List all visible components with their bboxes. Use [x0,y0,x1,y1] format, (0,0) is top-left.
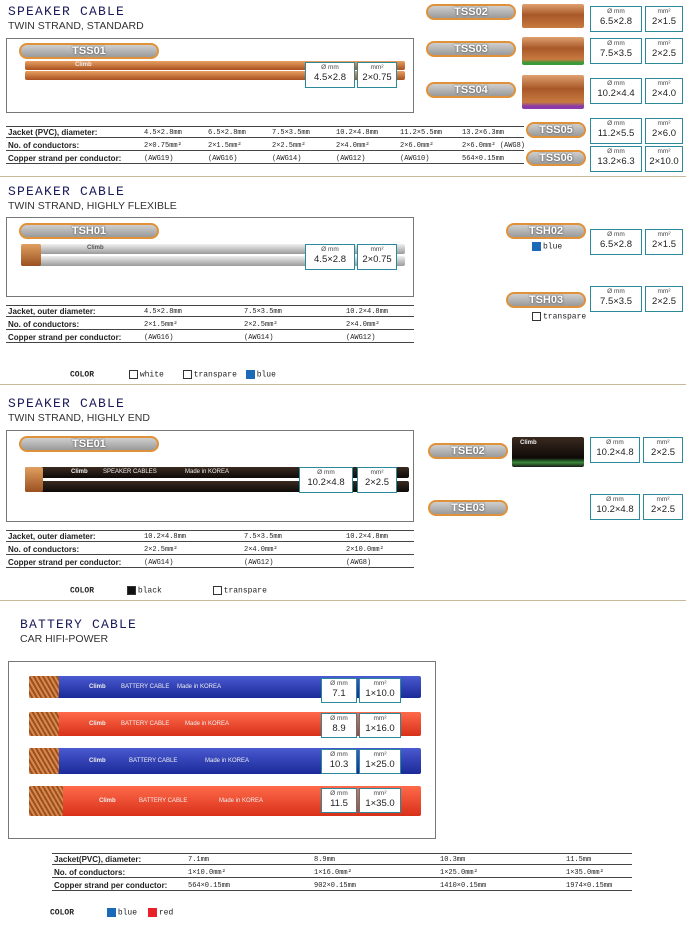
diameter-box [590,494,640,520]
area-value: 2×1.5 [651,239,677,250]
unit-label: Ø mm [330,790,348,797]
table-cell: 2×2.5mm² [244,321,278,329]
table-cell: 13.2×6.3mm [462,129,505,137]
table-cell: 7.5×3.5mm [244,533,282,541]
copper-end [29,712,59,736]
diameter-value: 10.2×4.8 [307,477,345,488]
row-header: Jacket(PVC), diameter: [54,855,142,864]
unit-label: Ø mm [330,680,348,687]
area-box [645,118,683,144]
section-subtitle: TWIN STRAND, HIGHLY END [8,412,150,424]
table-cell: 564×0.15mm [462,155,505,163]
color-legend [50,908,173,918]
unit-label: Ø mm [607,120,625,127]
table-cell: 7.5×3.5mm [272,129,310,137]
unit-label: Ø mm [607,40,625,47]
diameter-box [590,286,642,312]
product-code-pill: TSE02 [428,443,508,459]
unit-label: mm² [657,120,671,127]
table-row [6,320,414,330]
unit-label: mm² [657,148,671,155]
table-cell: 7.1mm [188,856,210,864]
unit-label: Ø mm [607,288,625,295]
cable-frame [6,38,414,113]
row-header: Copper strand per conductor: [8,558,122,567]
unit-label: Ø mm [606,496,624,503]
table-cell: 11.5mm [566,856,592,864]
unit-label: Ø mm [317,469,335,476]
table-cell: 4.5×2.8mm [144,308,182,316]
product-code-pill: TSS01 [19,43,159,59]
table-cell: (AWG8) [346,559,372,567]
copper-end [29,748,59,774]
diameter-box [590,437,640,463]
color-swatch-blue [532,242,562,252]
area-value: 1×10.0 [365,688,395,699]
table-cell: 4.5×2.8mm [144,129,182,137]
blue-swatch [246,370,255,379]
area-value: 2×2.5 [650,447,676,458]
table-row [52,868,632,878]
spec-table [6,126,524,168]
diameter-value: 4.5×2.8 [314,254,346,265]
cable-brand: Climb [520,440,537,446]
unit-label: mm² [370,469,384,476]
area-value: 1×16.0 [365,723,395,734]
cable-brand: Climb [89,758,106,764]
product-code-pill: TSE01 [19,436,159,452]
cable-sample [522,4,584,28]
unit-label: Ø mm [330,715,348,722]
transparent-swatch [183,370,192,379]
unit-label: Ø mm [606,439,624,446]
area-box [645,78,683,104]
cable-sample [522,37,584,65]
blue-swatch [532,242,541,251]
unit-label: mm² [657,80,671,87]
diameter-box [321,713,357,738]
row-header: No. of conductors: [54,868,126,877]
table-row [6,532,414,542]
table-cell: 564×0.15mm [188,882,231,890]
unit-label: mm² [656,496,670,503]
unit-label: Ø mm [321,246,339,253]
transparent-swatch [213,586,222,595]
table-cell: (AWG12) [346,334,376,342]
diameter-box [590,118,642,144]
unit-label: Ø mm [607,231,625,238]
table-cell: (AWG14) [272,155,302,163]
diameter-box [590,229,642,255]
color-label: blue [543,242,563,252]
area-value: 1×25.0 [365,759,395,770]
product-code-pill: TSS04 [426,82,516,98]
cable-print: SPEAKER CABLES [103,469,157,475]
color-label: red [158,908,174,918]
copper-end [29,786,63,816]
diameter-value: 8.9 [332,723,346,734]
color-label: black [137,586,162,596]
color-legend-label: COLOR [50,908,75,918]
table-cell: 11.2×5.5mm [400,129,443,137]
area-value: 2×6.0 [651,128,677,139]
table-cell: 902×0.15mm [314,882,357,890]
row-header: Copper strand per conductor: [54,881,168,890]
cable-origin: Made in KOREA [219,798,264,804]
black-swatch [127,586,136,595]
spec-table [52,853,632,895]
cable-brand: Climb [89,721,106,727]
row-header: Copper strand per conductor: [8,333,122,342]
product-code-pill: TSS02 [426,4,516,20]
diameter-box [305,244,355,270]
table-cell: 2×2.5mm² [272,142,306,150]
diameter-box [299,467,353,493]
diameter-box [590,146,642,172]
color-label: transpare [223,586,267,596]
cable-frame [8,661,436,839]
table-row [6,545,414,555]
table-row [6,154,524,164]
unit-label: mm² [373,790,387,797]
color-label: blue [117,908,138,918]
table-row [52,881,632,891]
table-cell: 10.2×4.8mm [144,533,187,541]
product-code-pill: TSS06 [526,150,586,166]
diameter-value: 10.2×4.8 [596,504,634,515]
section-title: SPEAKER CABLE [8,4,126,19]
copper-end [21,244,41,266]
color-legend [70,370,276,380]
diameter-value: 13.2×6.3 [597,156,635,167]
table-cell: 1×16.0mm² [314,869,352,877]
unit-label: mm² [657,8,671,15]
table-cell: 1974×0.15mm [566,882,613,890]
table-cell: 2×1.5mm² [208,142,242,150]
section-subtitle: TWIN STRAND, HIGHLY FLEXIBLE [8,200,177,212]
cable-frame [6,217,414,297]
unit-label: Ø mm [330,751,348,758]
table-cell: 2×4.0mm² [244,546,278,554]
area-box [359,788,401,813]
area-value: 2×2.5 [650,504,676,515]
color-legend [70,586,267,596]
diameter-box [305,62,355,88]
area-value: 2×2.5 [651,296,677,307]
table-row [52,855,632,865]
table-cell: 8.9mm [314,856,336,864]
unit-label: Ø mm [321,64,339,71]
section-title: BATTERY CABLE [20,617,138,632]
table-cell: 10.2×4.8mm [346,533,389,541]
product-code-pill: TSE03 [428,500,508,516]
table-cell: 10.2×4.8mm [346,308,389,316]
unit-label: mm² [657,288,671,295]
table-row [6,333,414,343]
unit-label: Ø mm [607,8,625,15]
area-box [645,286,683,312]
transparent-swatch [532,312,541,321]
table-row [6,558,414,568]
area-box [359,713,401,738]
cable-print: BATTERY CABLE [121,721,170,727]
table-cell: 2×10.0mm² [346,546,384,554]
diameter-box [590,6,642,32]
area-box [643,437,683,463]
color-label: transpare [543,312,587,322]
table-cell: (AWG12) [336,155,366,163]
table-cell: (AWG19) [144,155,174,163]
table-row [6,307,414,317]
area-value: 2×1.5 [651,16,677,27]
table-row [6,128,524,138]
table-cell: 2×6.0mm² (AWG8) [462,142,526,150]
area-box [357,62,397,88]
row-header: Jacket, outer diameter: [8,307,96,316]
unit-label: Ø mm [607,148,625,155]
table-cell: 1×35.0mm² [566,869,604,877]
diameter-box [321,749,357,774]
table-cell: (AWG14) [244,334,274,342]
table-cell: 2×0.75mm² [144,142,182,150]
table-row [6,141,524,151]
area-box [645,38,683,64]
unit-label: mm² [373,715,387,722]
product-code-pill: TSH03 [506,292,586,308]
color-label: white [139,370,164,380]
section-subtitle: CAR HIFI-POWER [20,633,109,645]
diameter-value: 11.5 [330,798,348,809]
diameter-box [590,78,642,104]
table-cell: (AWG16) [144,334,174,342]
table-cell: 10.3mm [440,856,466,864]
diameter-value: 10.2×4.8 [596,447,634,458]
unit-label: mm² [373,751,387,758]
diameter-value: 4.5×2.8 [314,72,346,83]
copper-end [29,676,59,698]
cable-origin: Made in KOREA [177,684,222,690]
cable-brand: Climb [75,62,92,68]
table-cell: 1×25.0mm² [440,869,478,877]
unit-label: mm² [657,40,671,47]
product-code-pill: TSH02 [506,223,586,239]
diameter-value: 6.5×2.8 [600,16,632,27]
diameter-value: 10.3 [329,759,349,770]
table-cell: 2×4.0mm² [336,142,370,150]
area-box [359,678,401,703]
product-code-pill: TSS05 [526,122,586,138]
diameter-value: 6.5×2.8 [600,239,632,250]
color-label: transpare [193,370,237,380]
table-cell: (AWG16) [208,155,238,163]
cable-brand: Climb [89,684,106,690]
diameter-box [321,788,357,813]
cable-brand: Climb [87,245,104,251]
unit-label: mm² [656,439,670,446]
diameter-value: 10.2×4.4 [597,88,635,99]
divider [0,176,686,177]
table-cell: 1×10.0mm² [188,869,226,877]
divider [0,600,686,601]
table-cell: (AWG14) [144,559,174,567]
white-swatch [129,370,138,379]
cable-brand: Climb [99,798,116,804]
table-cell: 7.5×3.5mm [244,308,282,316]
red-swatch [148,908,157,917]
unit-label: mm² [370,64,384,71]
color-legend-label: COLOR [70,370,95,380]
cable-print: BATTERY CABLE [139,798,188,804]
table-cell: 2×6.0mm² [400,142,434,150]
area-box [359,749,401,774]
area-value: 2×2.5 [364,477,390,488]
row-header: No. of conductors: [8,320,80,329]
table-cell: (AWG10) [400,155,430,163]
cable-print: BATTERY CABLE [121,684,170,690]
spec-table [6,305,414,347]
row-header: No. of conductors: [8,545,80,554]
cable-print: BATTERY CABLE [129,758,178,764]
cable-origin: Made in KOREA [185,469,230,475]
color-label: blue [256,370,276,380]
area-box [645,6,683,32]
unit-label: Ø mm [607,80,625,87]
area-value: 1×35.0 [365,798,395,809]
diameter-value: 11.2×5.5 [597,128,635,139]
area-box [643,494,683,520]
section-subtitle: TWIN STRAND, STANDARD [8,20,144,32]
diameter-box [321,678,357,703]
section-title: SPEAKER CABLE [8,184,126,199]
color-legend-label: COLOR [70,586,95,596]
area-value: 2×4.0 [651,88,677,99]
spec-table [6,530,414,572]
row-header: Jacket (PVC), diameter: [8,128,98,137]
table-cell: 6.5×2.8mm [208,129,246,137]
row-header: Jacket, outer diameter: [8,532,96,541]
table-cell: 2×1.5mm² [144,321,178,329]
table-cell: 1410×0.15mm [440,882,487,890]
cable-origin: Made in KOREA [205,758,250,764]
area-box [645,229,683,255]
unit-label: mm² [657,231,671,238]
diameter-value: 7.5×3.5 [600,296,632,307]
table-cell: 10.2×4.8mm [336,129,379,137]
cable-brand: Climb [71,469,88,475]
copper-end [25,467,43,492]
cable-origin: Made in KOREA [185,721,230,727]
table-cell: (AWG12) [244,559,274,567]
diameter-value: 7.5×3.5 [600,48,632,59]
unit-label: mm² [370,246,384,253]
area-value: 2×0.75 [362,254,392,265]
blue-swatch [107,908,116,917]
color-swatch-transparent [532,312,586,322]
cable-frame [6,430,414,522]
area-value: 2×0.75 [362,72,392,83]
area-box [357,244,397,270]
product-code-pill: TSS03 [426,41,516,57]
section-title: SPEAKER CABLE [8,396,126,411]
row-header: No. of conductors: [8,141,80,150]
area-box [357,467,397,493]
unit-label: mm² [373,680,387,687]
diameter-box [590,38,642,64]
area-value: 2×2.5 [651,48,677,59]
table-cell: 2×4.0mm² [346,321,380,329]
divider [0,384,686,385]
cable-sample [522,75,584,109]
area-box [645,146,683,172]
row-header: Copper strand per conductor: [8,154,122,163]
area-value: 2×10.0 [649,156,679,167]
product-code-pill: TSH01 [19,223,159,239]
diameter-value: 7.1 [332,688,346,699]
table-cell: 2×2.5mm² [144,546,178,554]
